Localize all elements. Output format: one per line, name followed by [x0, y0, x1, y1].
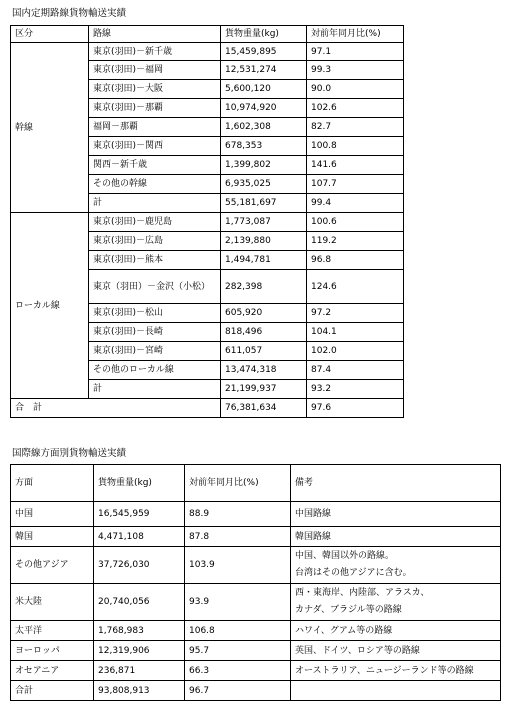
- weight-cell: 16,545,959: [94, 502, 185, 527]
- note-line: 中国路線: [295, 509, 332, 519]
- ratio-cell: 99.4: [307, 194, 404, 213]
- route-cell: 東京(羽田)－鹿児島: [89, 213, 221, 232]
- weight-cell: 12,319,906: [94, 641, 185, 661]
- ratio-cell: 103.9: [185, 547, 291, 584]
- weight-cell: 678,353: [221, 137, 307, 156]
- weight-cell: 6,935,025: [221, 175, 307, 194]
- note-cell: [291, 661, 501, 681]
- international-header-row: [11, 465, 501, 502]
- weight-cell: 21,199,937: [221, 380, 307, 399]
- ratio-cell: 100.8: [307, 137, 404, 156]
- note-cell: [291, 681, 501, 701]
- weight-cell: 20,740,056: [94, 584, 185, 621]
- weight-cell: 2,139,880: [221, 232, 307, 251]
- route-cell: 東京(羽田)－新千歳: [89, 43, 221, 61]
- weight-cell: 611,057: [221, 342, 307, 361]
- ratio-cell: 124.6: [307, 270, 404, 304]
- route-cell: 東京（羽田）－金沢（小松）: [89, 270, 221, 304]
- header-route: 路線: [89, 26, 221, 43]
- route-cell: 東京(羽田)－福岡: [89, 61, 221, 80]
- note-line: 中国、韓国以外の路線。: [295, 551, 395, 561]
- weight-cell: 10,974,920: [221, 99, 307, 118]
- ratio-cell: 88.9: [185, 502, 291, 527]
- ratio-cell: 96.7: [185, 681, 291, 701]
- weight-cell: 4,471,108: [94, 527, 185, 547]
- weight-cell: 5,600,120: [221, 80, 307, 99]
- weight-cell: 12,531,274: [221, 61, 307, 80]
- table-row: [11, 681, 501, 701]
- category-cell: 幹線: [11, 43, 89, 213]
- table-row: [11, 641, 501, 661]
- region-cell: オセアニア: [11, 661, 94, 681]
- region-cell: 合計: [11, 681, 94, 701]
- note-line: オーストラリア、ニュージーランド等の路線: [295, 665, 474, 676]
- route-cell: 東京(羽田)－関西: [89, 137, 221, 156]
- route-cell: 計: [89, 380, 221, 399]
- table-row: [11, 43, 404, 61]
- table-row: [11, 213, 404, 232]
- ratio-cell: 104.1: [307, 323, 404, 342]
- weight-cell: 1,602,308: [221, 118, 307, 137]
- ratio-cell: 82.7: [307, 118, 404, 137]
- ratio-cell: 99.3: [307, 61, 404, 80]
- header-region: 方面: [11, 465, 94, 502]
- route-cell: その他のローカル線: [89, 361, 221, 380]
- route-cell: その他の幹線: [89, 175, 221, 194]
- ratio-cell: 97.2: [307, 304, 404, 323]
- ratio-cell: 95.7: [185, 641, 291, 661]
- weight-cell: 55,181,697: [221, 194, 307, 213]
- region-cell: 米大陸: [11, 584, 94, 621]
- total-weight: 76,381,634: [221, 399, 307, 418]
- ratio-cell: 107.7: [307, 175, 404, 194]
- route-cell: 東京(羽田)－大阪: [89, 80, 221, 99]
- total-label: 合 計: [11, 399, 221, 418]
- category-cell: ローカル線: [11, 213, 89, 399]
- header-weight: 貨物重量(kg): [94, 465, 185, 502]
- note-line: 西・東海岸、内陸部、アラスカ、: [295, 588, 430, 598]
- note-line: 英国、ドイツ、ロシア等の路線: [295, 645, 420, 656]
- weight-cell: 1,494,781: [221, 251, 307, 270]
- route-cell: 関西－新千歳: [89, 156, 221, 175]
- table-row: [11, 502, 501, 527]
- header-weight: 貨物重量(kg): [221, 26, 307, 43]
- table-row: [11, 621, 501, 641]
- region-cell: ヨーロッパ: [11, 641, 94, 661]
- ratio-cell: 93.2: [307, 380, 404, 399]
- header-note: 備考: [291, 465, 501, 502]
- weight-cell: 1,768,983: [94, 621, 185, 641]
- weight-cell: 1,773,087: [221, 213, 307, 232]
- weight-cell: 605,920: [221, 304, 307, 323]
- region-cell: 太平洋: [11, 621, 94, 641]
- weight-cell: 282,398: [221, 270, 307, 304]
- note-cell: [291, 584, 501, 621]
- route-cell: 東京(羽田)－那覇: [89, 99, 221, 118]
- weight-cell: 13,474,318: [221, 361, 307, 380]
- note-line: カナダ、ブラジル等の路線: [295, 605, 402, 615]
- international-table-title: 国際線方面別貨物輸送実績: [12, 448, 127, 459]
- route-cell: 福岡－那覇: [89, 118, 221, 137]
- table-row: [11, 661, 501, 681]
- region-cell: 中国: [11, 502, 94, 527]
- total-row: [11, 399, 404, 418]
- ratio-cell: 87.4: [307, 361, 404, 380]
- header-ratio: 対前年同月比(%): [185, 465, 291, 502]
- ratio-cell: 66.3: [185, 661, 291, 681]
- ratio-cell: 87.8: [185, 527, 291, 547]
- weight-cell: 1,399,802: [221, 156, 307, 175]
- note-cell: [291, 621, 501, 641]
- weight-cell: 15,459,895: [221, 43, 307, 61]
- table-row: [11, 527, 501, 547]
- weight-cell: 236,871: [94, 661, 185, 681]
- weight-cell: 93,808,913: [94, 681, 185, 701]
- ratio-cell: 93.9: [185, 584, 291, 621]
- header-category: 区分: [11, 26, 89, 43]
- ratio-cell: 100.6: [307, 213, 404, 232]
- header-ratio: 対前年同月比(%): [307, 26, 404, 43]
- note-cell: [291, 641, 501, 661]
- region-cell: 韓国: [11, 527, 94, 547]
- ratio-cell: 90.0: [307, 80, 404, 99]
- ratio-cell: 102.6: [307, 99, 404, 118]
- note-cell: [291, 502, 501, 527]
- total-ratio: 97.6: [307, 399, 404, 418]
- route-cell: 計: [89, 194, 221, 213]
- weight-cell: 818,496: [221, 323, 307, 342]
- ratio-cell: 141.6: [307, 156, 404, 175]
- note-line: 台湾はその他アジアに含む。: [295, 568, 412, 578]
- weight-cell: 37,726,030: [94, 547, 185, 584]
- domestic-header-row: [11, 26, 404, 43]
- table-row: [11, 584, 501, 621]
- route-cell: 東京(羽田)－松山: [89, 304, 221, 323]
- ratio-cell: 97.1: [307, 43, 404, 61]
- ratio-cell: 106.8: [185, 621, 291, 641]
- domestic-table-title: 国内定期路線貨物輸送実績: [12, 8, 127, 19]
- ratio-cell: 102.0: [307, 342, 404, 361]
- note-line: ハワイ、グアム等の路線: [295, 625, 393, 636]
- domestic-cargo-table: [10, 25, 404, 418]
- note-cell: [291, 527, 501, 547]
- ratio-cell: 119.2: [307, 232, 404, 251]
- table-row: [11, 547, 501, 584]
- international-cargo-table: [10, 464, 501, 701]
- note-line: 韓国路線: [295, 531, 332, 542]
- note-cell: [291, 547, 501, 584]
- route-cell: 東京(羽田)－広島: [89, 232, 221, 251]
- route-cell: 東京(羽田)－長崎: [89, 323, 221, 342]
- route-cell: 東京(羽田)－宮崎: [89, 342, 221, 361]
- region-cell: その他アジア: [11, 547, 94, 584]
- route-cell: 東京(羽田)－熊本: [89, 251, 221, 270]
- ratio-cell: 96.8: [307, 251, 404, 270]
